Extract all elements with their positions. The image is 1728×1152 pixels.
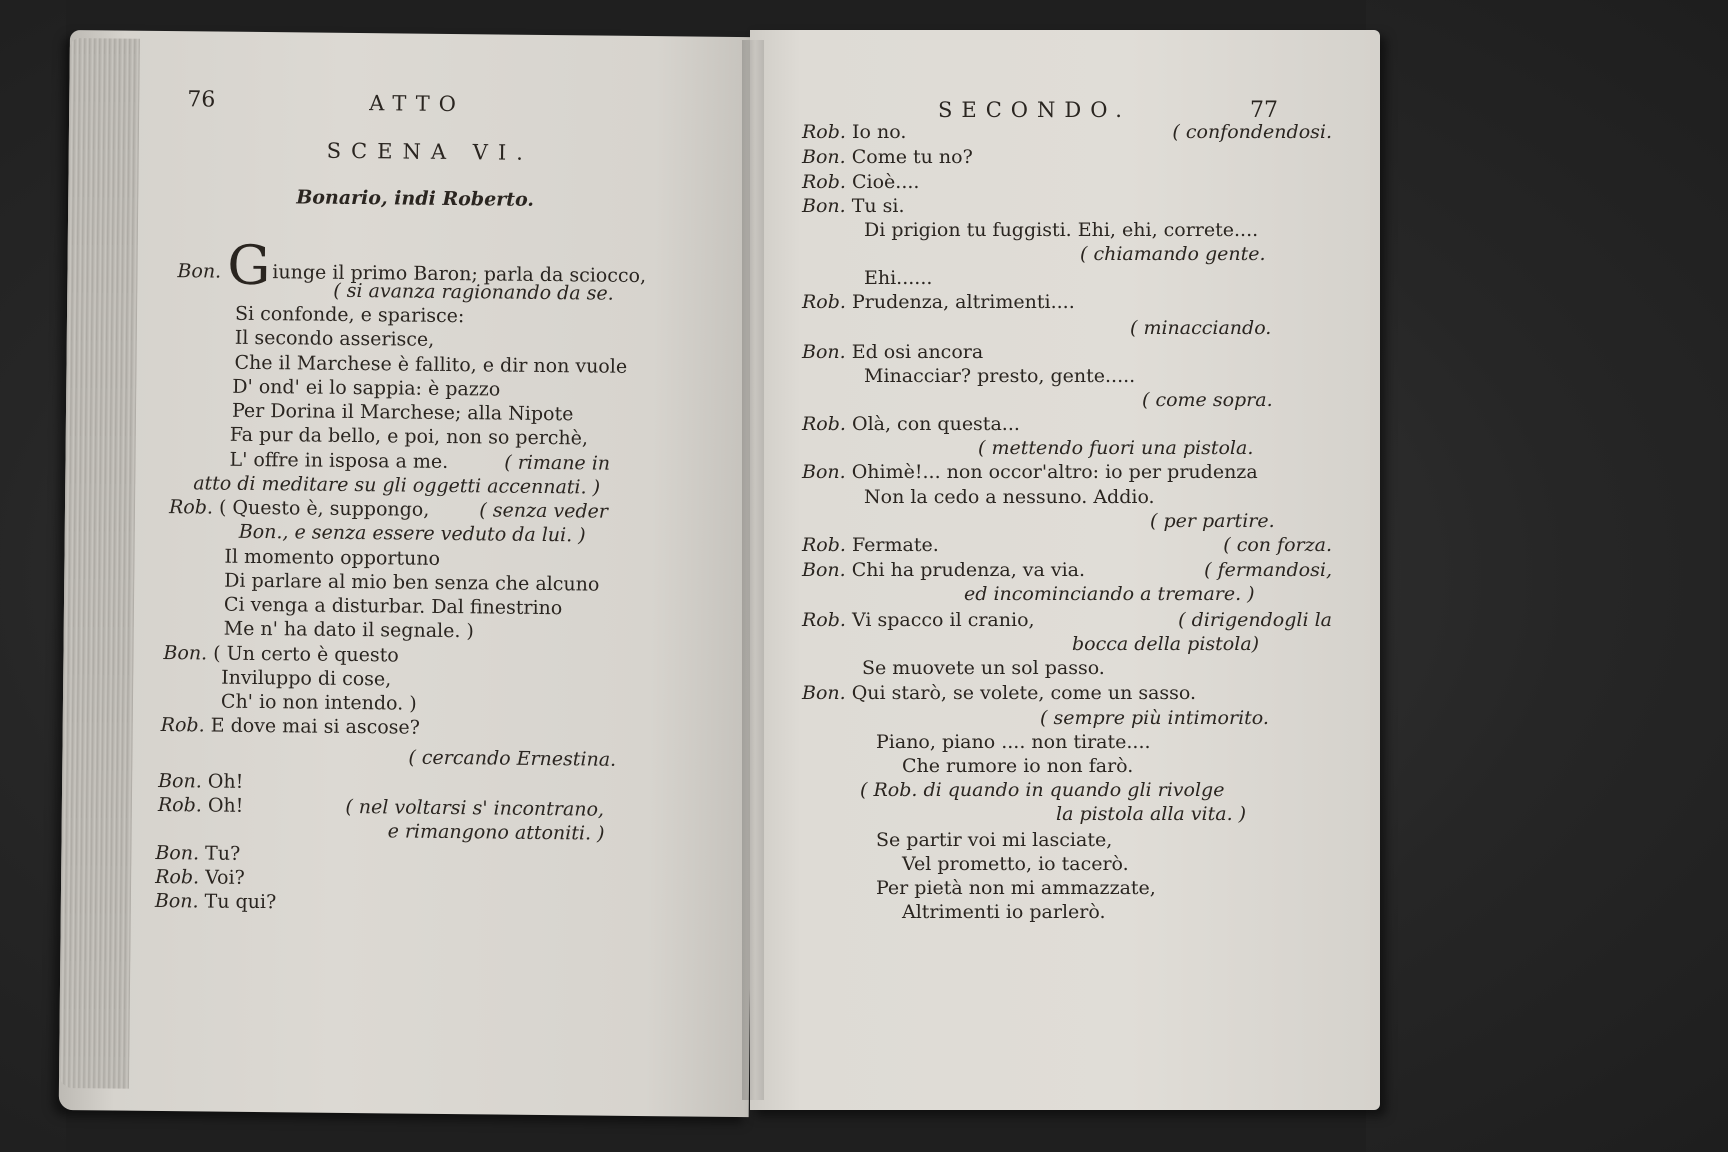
line-text: Tu si.	[851, 195, 905, 217]
dialogue-line	[802, 194, 905, 218]
dialogue-line: Per Dorina il Marchese; alla Nipote	[231, 399, 574, 426]
stage-direction: ( dirigendogli la	[1178, 609, 1332, 631]
stage-direction: la pistola alla vita. )	[1056, 803, 1247, 825]
line-text: Vi spacco il cranio,	[852, 609, 1035, 631]
right-page	[750, 30, 1380, 1110]
dialogue-line: Il momento opportuno	[224, 545, 441, 570]
left-page-number: 76	[187, 87, 216, 113]
dialogue-line	[802, 681, 1196, 705]
stage-direction: ( Rob. di quando in quando gli rivolge	[860, 779, 1225, 801]
dialogue-line: Piano, piano .... non tirate....	[876, 731, 1151, 753]
line-text: Oh!	[207, 794, 244, 817]
speaker-name: Rob.	[802, 121, 846, 143]
speaker-name: Rob.	[155, 865, 200, 889]
line-text: ( Un certo è questo	[213, 642, 399, 667]
line-text: L' offre in isposa a me.	[229, 448, 449, 473]
line-text: Come tu no?	[851, 146, 973, 168]
speaker-name: Bon.	[802, 341, 846, 363]
dialogue-line	[802, 533, 1332, 557]
dialogue-line	[802, 145, 973, 169]
line-text: Ed osi ancora	[851, 341, 984, 363]
speaker-name: Bon.	[802, 195, 846, 217]
speaker-name: Bon.	[154, 889, 199, 913]
dialogue-line	[158, 793, 604, 822]
dialogue-line	[802, 290, 1075, 314]
dialogue-line	[802, 170, 919, 194]
dialogue-line: Che il Marchese è fallito, e dir non vuole	[234, 351, 628, 378]
stage-direction: ( nel voltarsi s' incontrano,	[345, 795, 605, 821]
line-text: Oh!	[207, 770, 244, 793]
stage-direction: ( per partire.	[1150, 510, 1275, 532]
dialogue-line	[155, 841, 240, 866]
dialogue-line	[802, 608, 1332, 632]
speaker-name: Bon.	[177, 260, 222, 283]
line-text: Io no.	[852, 121, 907, 143]
stage-direction: ( fermandosi,	[1204, 559, 1332, 581]
dialogue-line: Inviluppo di cose,	[221, 666, 392, 691]
dialogue-line	[802, 412, 1020, 436]
dialogue-line: Se muovete un sol passo.	[862, 657, 1105, 679]
dialogue-line: Ch' io non intendo. )	[220, 690, 417, 715]
speaker-name: Bon.	[802, 461, 846, 483]
speaker-name: Rob.	[802, 291, 846, 313]
dialogue-line: Di parlare al mio ben senza che alcuno	[224, 569, 600, 596]
stage-direction: bocca della pistola)	[1072, 633, 1260, 655]
dialogue-line	[169, 495, 608, 524]
speaker-name: Bon.	[802, 559, 846, 581]
stage-direction: ( chiamando gente.	[1080, 243, 1266, 265]
dialogue-line	[155, 865, 245, 890]
open-book	[70, 30, 1380, 1110]
line-text: iunge il primo Baron; parla da sciocco,	[272, 261, 647, 288]
dialogue-line: Il secondo asserisce,	[234, 326, 435, 351]
speaker-name: Bon.	[802, 146, 846, 168]
line-text: Ohimè!... non occor'altro: io per prudenza	[851, 461, 1258, 483]
speaker-name: Rob.	[802, 534, 846, 556]
line-text: Prudenza, altrimenti....	[852, 291, 1075, 313]
dialogue-line: Di prigion tu fuggisti. Ehi, ehi, correte....	[864, 219, 1259, 241]
speaker-name: Rob.	[802, 413, 846, 435]
dialogue-line	[158, 769, 243, 794]
book-gutter	[742, 40, 764, 1100]
stage-direction: Bon., e senza essere veduto da lui. )	[238, 520, 586, 547]
dialogue-line: Fa pur da bello, e poi, non so perchè,	[229, 423, 589, 450]
speaker-name: Bon.	[163, 642, 208, 665]
left-page	[59, 30, 760, 1117]
speaker-name: Rob.	[802, 609, 846, 631]
stage-direction: ( si avanza ragionando da se.	[333, 279, 614, 305]
dialogue-line	[802, 340, 983, 364]
speaker-name: Bon.	[802, 682, 846, 704]
stage-direction: ( sempre più intimorito.	[1040, 707, 1269, 729]
dialogue-line: Minacciar? presto, gente.....	[864, 365, 1136, 387]
stage-direction: e rimangono attoniti. )	[387, 820, 605, 845]
line-text: Tu qui?	[204, 890, 277, 914]
stage-direction: ( mettendo fuori una pistola.	[978, 437, 1254, 459]
line-text: Voi?	[205, 866, 245, 889]
dialogue-line: Me n' ha dato il segnale. )	[223, 617, 475, 643]
line-text: Fermate.	[852, 534, 939, 556]
dialogue-line	[155, 889, 277, 914]
stage-direction: ( cercando Ernestina.	[408, 746, 617, 771]
dialogue-line: Per pietà non mi ammazzate,	[876, 877, 1156, 899]
dialogue-line: Altrimenti io parlerò.	[902, 901, 1106, 923]
line-text: Chi ha prudenza, va via.	[851, 559, 1086, 581]
stage-direction: ( con forza.	[1223, 534, 1332, 556]
stage-direction: ( confondendosi.	[1172, 121, 1332, 143]
line-text: Tu?	[205, 842, 241, 865]
page-edges	[59, 38, 140, 1089]
speaker-name: Rob.	[160, 713, 205, 737]
left-running-header: ATTO	[369, 91, 466, 117]
dialogue-line: Che rumore io non farò.	[902, 755, 1134, 777]
dialogue-line	[802, 120, 1332, 144]
line-text: ( Questo è, suppongo,	[218, 496, 430, 521]
stage-direction: ( minacciando.	[1130, 317, 1272, 339]
dialogue-line: Ehi......	[864, 267, 933, 289]
scene-characters: Bonario, indi Roberto.	[296, 186, 535, 211]
line-text: Olà, con questa...	[852, 413, 1020, 435]
stage-direction: ( senza veder	[479, 499, 609, 523]
drop-cap: G	[226, 233, 271, 298]
speaker-name: Rob.	[157, 793, 202, 817]
stage-direction: ( come sopra.	[1142, 389, 1273, 411]
stage-direction: ed incominciando a tremare. )	[964, 583, 1255, 605]
line-text: E dove mai si ascose?	[210, 714, 421, 739]
right-page-number: 77	[1250, 98, 1278, 123]
line-text: Qui starò, se volete, come un sasso.	[851, 682, 1197, 704]
speaker-name: Bon.	[155, 841, 200, 865]
dialogue-line: Si confonde, e sparisce:	[234, 302, 465, 328]
scene-title: SCENA VI.	[326, 138, 534, 165]
speaker-name: Bon.	[158, 769, 202, 793]
dialogue-line	[802, 460, 1258, 484]
stage-direction: atto di meditare su gli oggetti accennati. )	[193, 472, 601, 499]
dialogue-line: D' ond' ei lo sappia: è pazzo	[232, 375, 501, 401]
speaker-name: Rob.	[802, 171, 846, 193]
line-text: Cioè....	[852, 171, 920, 193]
speaker-name: Rob.	[168, 496, 214, 519]
dialogue-line	[161, 713, 420, 740]
stage-direction: ( rimane in	[504, 451, 611, 475]
dialogue-line: Non la cedo a nessuno. Addio.	[864, 486, 1155, 508]
dialogue-line	[802, 558, 1332, 582]
right-running-header: SECONDO.	[938, 98, 1131, 122]
dialogue-line: Vel prometto, io tacerò.	[902, 853, 1129, 875]
dialogue-line	[163, 641, 399, 667]
dialogue-line: Se partir voi mi lasciate,	[876, 829, 1113, 851]
dialogue-line: Ci venga a disturbar. Dal finestrino	[223, 593, 563, 620]
